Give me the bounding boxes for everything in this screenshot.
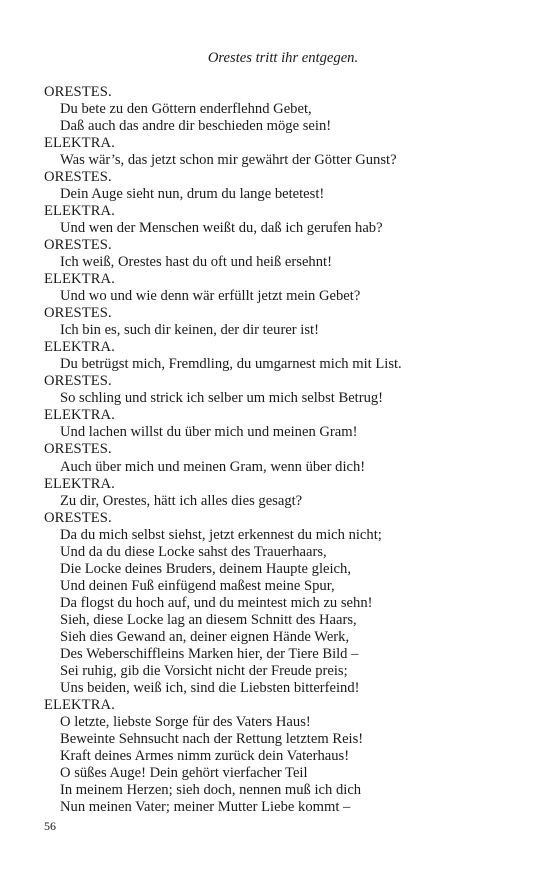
verse-line: Und wo und wie denn wär erfüllt jetzt mein Gebet?	[60, 288, 361, 305]
verse-line: Da du mich selbst siehst, jetzt erkennest du mich nicht;	[60, 526, 382, 543]
speaker-name: ELEKTRA.	[44, 407, 115, 424]
verse-line: Uns beiden, weiß ich, sind die Liebsten bitterfeind!	[60, 680, 360, 697]
speaker-name: ORESTES.	[44, 441, 112, 458]
speech	[44, 135, 524, 169]
speech	[44, 441, 524, 475]
verse-line: So schling und strick ich selber um mich selbst Betrug!	[60, 390, 384, 407]
verse-line: Was wär’s, das jetzt schon mir gewährt der Götter Gunst?	[60, 151, 397, 168]
speech	[44, 697, 524, 816]
speaker-name: ORESTES.	[44, 83, 112, 100]
verse-line: Dein Auge sieht nun, drum du lange betetest!	[60, 185, 325, 202]
verse-line: Sei ruhig, gib die Vorsicht nicht der Freude preis;	[60, 663, 348, 680]
verse-line: Da flogst du hoch auf, und du meintest mich zu sehn!	[60, 594, 373, 611]
speaker-name: ORESTES.	[44, 168, 112, 185]
verse-line: Du bete zu den Göttern enderflehnd Gebet,	[60, 100, 312, 117]
verse-line: Ich bin es, such dir keinen, der dir teurer ist!	[60, 322, 319, 339]
speech	[44, 476, 524, 510]
verse-line: Ich weiß, Orestes hast du oft und heiß ersehnt!	[60, 253, 332, 270]
page-number: 56	[44, 819, 56, 833]
speech	[44, 510, 524, 698]
verse-line: Und da du diese Locke sahst des Trauerhaars,	[60, 543, 327, 560]
verse-line: Du betrügst mich, Fremdling, du umgarnest mich mit List.	[60, 356, 402, 373]
speech	[44, 407, 524, 441]
speaker-name: ORESTES.	[44, 305, 112, 322]
verse-line: Und lachen willst du über mich und meinen Gram!	[60, 424, 358, 441]
speaker-name: ELEKTRA.	[44, 697, 115, 714]
verse-line: Auch über mich und meinen Gram, wenn über dich!	[60, 458, 366, 475]
verse-line: Beweinte Sehnsucht nach der Rettung letztem Reis!	[60, 731, 364, 748]
verse-line: O süßes Auge! Dein gehört vierfacher Teil	[60, 765, 308, 782]
verse-line: Zu dir, Orestes, hätt ich alles dies gesagt?	[60, 492, 303, 509]
dialogue-block	[44, 84, 524, 817]
verse-line: O letzte, liebste Sorge für des Vaters Haus!	[60, 714, 311, 731]
stage-direction	[0, 50, 550, 67]
speech	[44, 373, 524, 407]
speaker-name: ELEKTRA.	[44, 271, 115, 288]
verse-line: Nun meinen Vater; meiner Mutter Liebe kommt –	[60, 799, 351, 816]
speaker-name: ELEKTRA.	[44, 339, 115, 356]
speaker-name: ORESTES.	[44, 373, 112, 390]
verse-line: Und wen der Menschen weißt du, daß ich gerufen hab?	[60, 219, 383, 236]
speaker-name: ELEKTRA.	[44, 202, 115, 219]
stage-direction-text: Orestes tritt ihr entgegen.	[207, 50, 359, 66]
verse-line: Kraft deines Armes nimm zurück dein Vaterhaus!	[60, 748, 350, 765]
verse-line: Des Weberschiffleins Marken hier, der Tiere Bild –	[60, 646, 359, 663]
speaker-name: ELEKTRA.	[44, 134, 115, 151]
speech	[44, 305, 524, 339]
speaker-name: ORESTES.	[44, 236, 112, 253]
speech	[44, 339, 524, 373]
verse-line: In meinem Herzen; sieh doch, nennen muß ich dich	[60, 782, 362, 799]
speech	[44, 271, 524, 305]
verse-line: Sieh dies Gewand an, deiner eignen Hände Werk,	[60, 629, 350, 645]
speaker-name: ELEKTRA.	[44, 475, 115, 492]
speech	[44, 237, 524, 271]
verse-line: Und deinen Fuß einfügend maßest meine Spur,	[60, 577, 335, 594]
verse-line: Die Locke deines Bruders, deinem Haupte gleich,	[60, 560, 351, 577]
speech	[44, 169, 524, 203]
verse-line: Daß auch das andre dir beschieden möge sein!	[60, 117, 332, 134]
speech	[44, 203, 524, 237]
speaker-name: ORESTES.	[44, 509, 112, 526]
verse-line: Sieh, diese Locke lag an diesem Schnitt des Haars,	[60, 611, 357, 628]
speech	[44, 84, 524, 135]
